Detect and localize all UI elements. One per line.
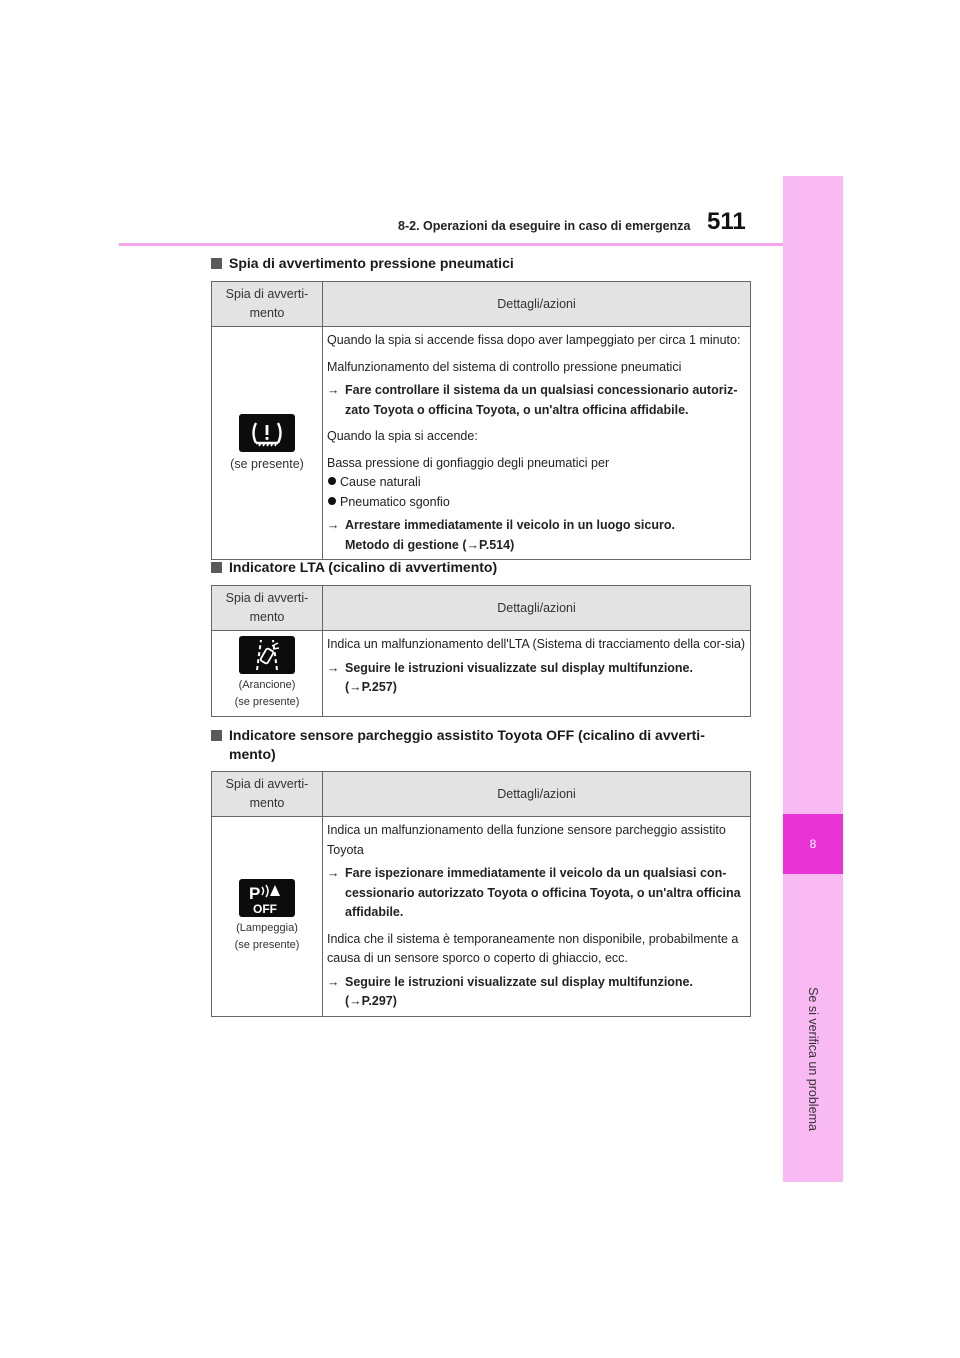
chapter-side-tab[interactable] (783, 176, 843, 1182)
col-header-desc: Dettagli/azioni (323, 586, 751, 631)
arrow-icon: → (327, 518, 340, 532)
parking-sensor-off-icon (239, 879, 295, 917)
square-bullet-icon (211, 730, 222, 741)
desc-cell (323, 631, 751, 717)
action-item: → Seguire le istruzioni visualizzate sul display multifunzione. (→P.297) (327, 973, 746, 1012)
desc-line: Quando la spia si accende fissa dopo aver lampeggiato per circa 1 minuto: (327, 333, 741, 347)
icon-caption: (se presente) (234, 696, 300, 708)
icon-cell (212, 631, 323, 717)
icon-cell (212, 817, 323, 1017)
table-lta (211, 585, 751, 717)
page-number: 511 (707, 208, 746, 235)
bullet-dot-icon (328, 477, 336, 485)
table-tire-pressure (211, 281, 751, 560)
section-header: 8-2. Operazioni da eseguire in caso di emergenza (398, 219, 691, 233)
col-header-desc: Dettagli/azioni (323, 772, 751, 817)
desc-line: Indica un malfunzionamento dell'LTA (Sistema di tracciamento della cor-sia) (327, 637, 746, 651)
col-header-icon: Spia di avverti- mento (212, 282, 323, 327)
desc-line: Indica che il sistema è temporaneamente non disponibile, probabilmente a causa di un sensore sporco o coperto di ghiaccio, ecc. (327, 931, 739, 965)
table-parking-sensor (211, 771, 751, 1017)
icon-cell (212, 327, 323, 560)
desc-cell (323, 327, 751, 560)
desc-line: Malfunzionamento del sistema di controllo pressione pneumatici (327, 359, 682, 374)
section-title-lta: Indicatore LTA (cicalino di avvertimento) (211, 558, 497, 577)
bullet-item: Cause naturali (327, 473, 746, 493)
arrow-icon: → (327, 660, 340, 675)
col-header-desc: Dettagli/azioni (323, 282, 751, 327)
table-row (212, 631, 751, 717)
action-item: → Arrestare immediatamente il veicolo in un luogo sicuro. Metodo di gestione (→P.514) (327, 516, 746, 555)
icon-caption: (se presente) (234, 938, 300, 951)
icon-caption: (Lampeggia) (236, 921, 298, 934)
bullet-dot-icon (328, 497, 336, 505)
header-rule (119, 243, 783, 246)
section-title-tire-pressure: Spia di avvertimento pressione pneumatici (211, 254, 514, 273)
chapter-label: Se si verifica un problema (806, 987, 820, 1131)
table-header-row (212, 586, 751, 631)
square-bullet-icon (211, 562, 222, 573)
table-header-row (212, 772, 751, 817)
lane-tracing-assist-icon (239, 636, 295, 674)
table-row (212, 327, 751, 560)
desc-cell (323, 817, 751, 1017)
square-bullet-icon (211, 258, 222, 269)
col-header-icon: Spia di avverti- mento (212, 586, 323, 631)
icon-caption: (se presente) (230, 456, 304, 471)
section-title-parking-sensor: Indicatore sensore parcheggio assistito Toyota OFF (cicalino di avverti- mento) (211, 726, 705, 764)
table-header-row (212, 282, 751, 327)
desc-line: Bassa pressione di gonfiaggio degli pneumatici per (327, 455, 610, 470)
action-item: → Fare controllare il sistema da un qualsiasi concessionario autoriz-zato Toyota o officina Toyota, o un'altra officina affidabile. (327, 381, 746, 420)
desc-line: Quando la spia si accende: (327, 429, 478, 443)
chapter-number: 8 (783, 814, 843, 874)
col-header-icon: Spia di avverti- mento (212, 772, 323, 817)
table-row (212, 817, 751, 1017)
svg-text:OFF: OFF (253, 901, 277, 916)
arrow-icon: → (327, 866, 340, 880)
icon-caption: (Arancione) (238, 679, 296, 691)
arrow-icon: → (327, 383, 340, 397)
desc-line: Indica un malfunzionamento della funzione sensore parcheggio assistito Toyota (327, 823, 726, 857)
tire-pressure-warning-icon (239, 414, 295, 452)
action-item: → Fare ispezionare immediatamente il veicolo da un qualsiasi con-cessionario autorizzato Toyota o officina Toyota, o un'altra officina affidabile. (327, 864, 746, 923)
svg-text:P: P (249, 883, 261, 903)
action-item: → Seguire le istruzioni visualizzate sul display multifunzione. (→P.257) (327, 659, 746, 698)
bullet-item: Pneumatico sgonfio (327, 493, 746, 513)
arrow-icon: → (327, 974, 340, 989)
